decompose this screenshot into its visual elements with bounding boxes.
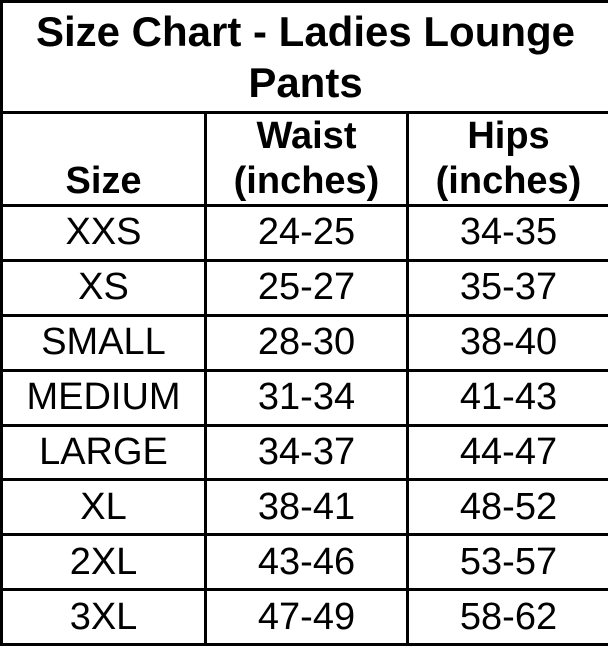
hips-cell: 48-52 bbox=[408, 480, 608, 535]
hips-cell: 41-43 bbox=[408, 370, 608, 425]
waist-cell: 43-46 bbox=[206, 535, 408, 590]
hips-cell: 44-47 bbox=[408, 425, 608, 480]
size-cell: LARGE bbox=[2, 425, 206, 480]
waist-cell: 38-41 bbox=[206, 480, 408, 535]
table-row bbox=[2, 590, 608, 645]
column-header-size: Size bbox=[2, 113, 206, 206]
waist-cell: 25-27 bbox=[206, 260, 408, 315]
header-row bbox=[2, 113, 608, 206]
waist-cell: 31-34 bbox=[206, 370, 408, 425]
table-row bbox=[2, 425, 608, 480]
size-cell: 3XL bbox=[2, 590, 206, 645]
waist-cell: 28-30 bbox=[206, 315, 408, 370]
hips-cell: 53-57 bbox=[408, 535, 608, 590]
waist-cell: 47-49 bbox=[206, 590, 408, 645]
table-row bbox=[2, 370, 608, 425]
waist-cell: 34-37 bbox=[206, 425, 408, 480]
column-header-waist: Waist (inches) bbox=[206, 113, 408, 206]
hips-cell: 34-35 bbox=[408, 206, 608, 261]
hips-cell: 35-37 bbox=[408, 260, 608, 315]
size-cell: XL bbox=[2, 480, 206, 535]
table-row bbox=[2, 315, 608, 370]
size-cell: MEDIUM bbox=[2, 370, 206, 425]
table-row bbox=[2, 206, 608, 261]
chart-title: Size Chart - Ladies Lounge Pants bbox=[2, 2, 608, 113]
title-row bbox=[2, 2, 608, 113]
size-cell: 2XL bbox=[2, 535, 206, 590]
table-row bbox=[2, 260, 608, 315]
table-row bbox=[2, 480, 608, 535]
hips-cell: 38-40 bbox=[408, 315, 608, 370]
hips-cell: 58-62 bbox=[408, 590, 608, 645]
size-cell: XS bbox=[2, 260, 206, 315]
table-row bbox=[2, 535, 608, 590]
size-cell: SMALL bbox=[2, 315, 206, 370]
waist-cell: 24-25 bbox=[206, 206, 408, 261]
size-cell: XXS bbox=[2, 206, 206, 261]
column-header-hips: Hips (inches) bbox=[408, 113, 608, 206]
